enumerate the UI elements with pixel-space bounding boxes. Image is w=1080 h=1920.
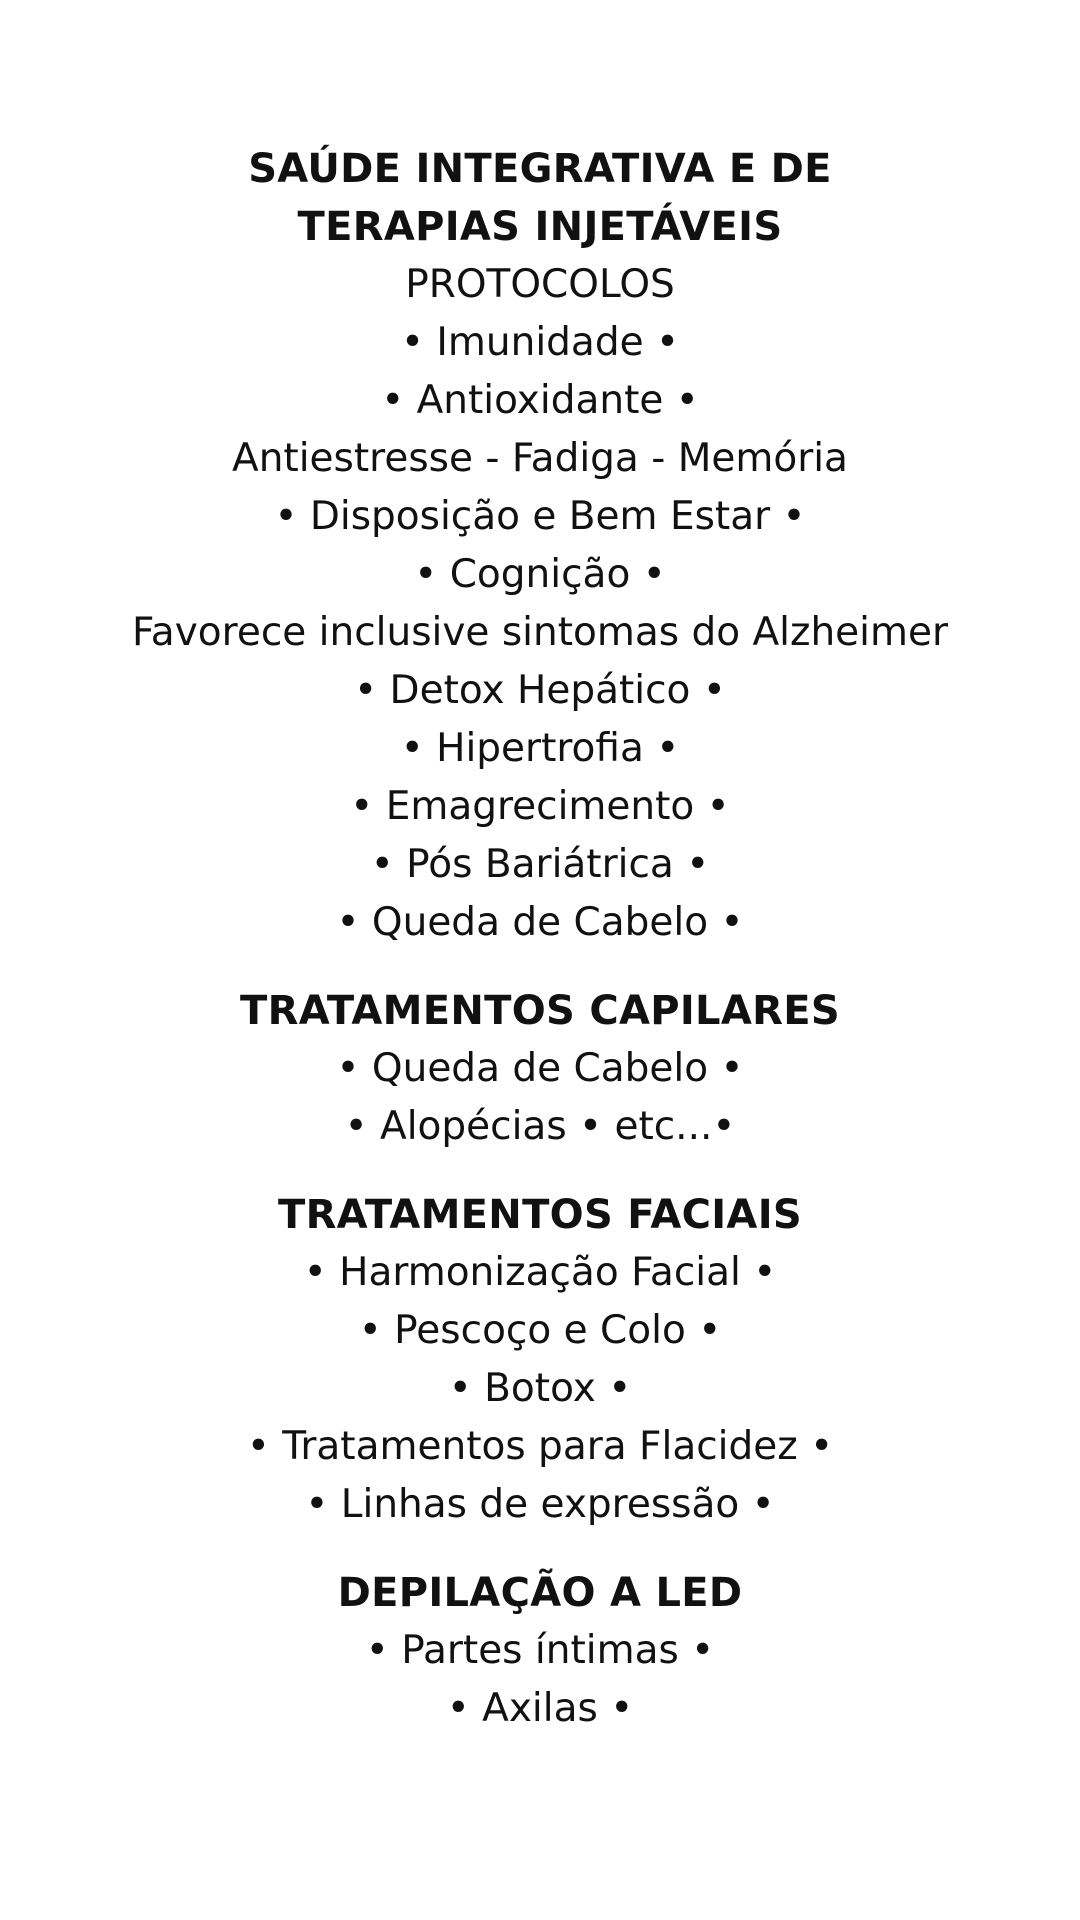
section-led-hair-removal bbox=[0, 1564, 1080, 1738]
list-item: • Hipertrofia • bbox=[400, 726, 680, 771]
heading-line: TRATAMENTOS CAPILARES bbox=[240, 988, 840, 1034]
list-item: • Antioxidante • bbox=[381, 378, 699, 423]
list-item: • Imunidade • bbox=[401, 320, 679, 365]
list-item: • Tratamentos para Flacidez • bbox=[246, 1424, 834, 1469]
section-heading bbox=[0, 140, 1080, 256]
list-item: • Pós Bariátrica • bbox=[370, 842, 710, 887]
heading-line: DEPILAÇÃO A LED bbox=[337, 1570, 743, 1616]
list-item: • Linhas de expressão • bbox=[305, 1482, 775, 1527]
section-heading bbox=[0, 1564, 1080, 1622]
list-item: • Queda de Cabelo • bbox=[336, 900, 744, 945]
section-hair-treatments bbox=[0, 982, 1080, 1156]
section-heading bbox=[0, 1186, 1080, 1244]
list-item: Antiestresse - Fadiga - Memória bbox=[232, 436, 848, 481]
list-item: Favorece inclusive sintomas do Alzheimer bbox=[131, 610, 949, 655]
list-item: • Cognição • bbox=[414, 552, 666, 597]
list-item: • Harmonização Facial • bbox=[303, 1250, 777, 1295]
list-item: • Emagrecimento • bbox=[350, 784, 730, 829]
list-item: • Queda de Cabelo • bbox=[336, 1046, 744, 1091]
section-integrative-health bbox=[0, 140, 1080, 952]
section-facial-treatments bbox=[0, 1186, 1080, 1534]
list-item: • Axilas • bbox=[446, 1686, 634, 1731]
list-item: • Partes íntimas • bbox=[365, 1628, 715, 1673]
list-item: • Pescoço e Colo • bbox=[358, 1308, 722, 1353]
heading-line: SAÚDE INTEGRATIVA E DE bbox=[248, 146, 832, 192]
list-item: • Botox • bbox=[448, 1366, 632, 1411]
list-item: • Disposição e Bem Estar • bbox=[274, 494, 806, 539]
protocols-label: PROTOCOLOS bbox=[405, 262, 675, 307]
heading-line: TRATAMENTOS FACIAIS bbox=[278, 1192, 802, 1238]
list-item: • Detox Hepático • bbox=[354, 668, 726, 713]
heading-line: TERAPIAS INJETÁVEIS bbox=[297, 204, 783, 250]
list-item: • Alopécias • etc...• bbox=[344, 1104, 736, 1149]
section-heading bbox=[0, 982, 1080, 1040]
